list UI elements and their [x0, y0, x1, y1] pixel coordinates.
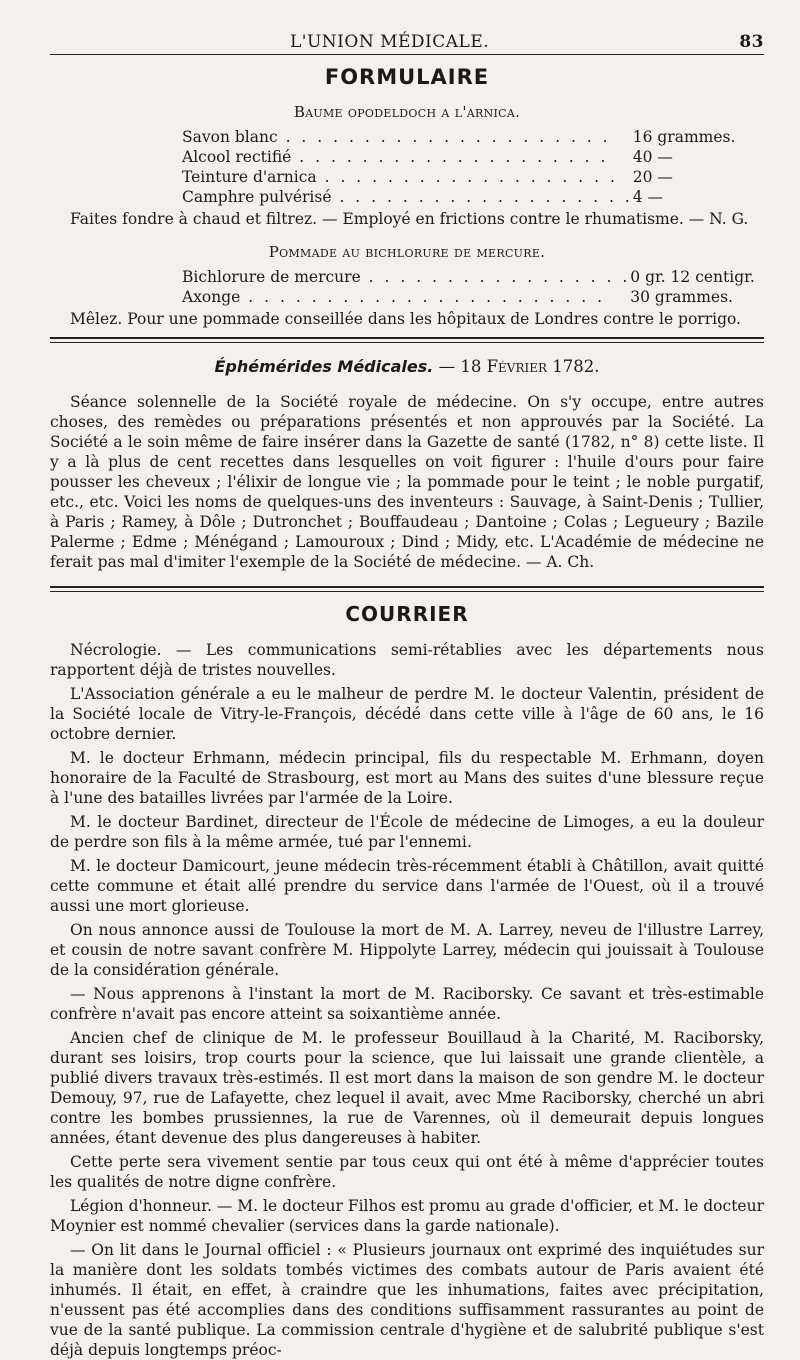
recipe-pommade-ingredients [182, 267, 755, 307]
ingredient-row: Teinture d'arnica . . . . . . . . . . . . . . . . . . . 20 — [182, 167, 735, 187]
ingredient-name: Axonge [182, 288, 241, 306]
section-divider [50, 337, 764, 343]
ingredient-name: Savon blanc [182, 128, 278, 146]
ephemerides-title [50, 357, 764, 376]
courrier-paragraph: Ancien chef de clinique de M. le professeur Bouillaud à la Charité, M. Raciborsky, durant ses loisirs, trop courts pour la science, que lui laissait une grande clientèle, a publié divers travaux très-estimés. Il est mort dans la maison de son gendre M. le docteur Demouy, 97, rue de Lafayette, chez lequel il avait, avec Mme Raciborsky, cherché un abri contre les bombes prussiennes, la rue de Varennes, où il demeurait depuis longues années, étant devenue des plus dangereuses à habiter. [50, 1029, 764, 1147]
formulaire-title: FORMULAIRE [324, 65, 490, 89]
courrier-paragraph: M. le docteur Erhmann, médecin principal, fils du respectable M. Erhmann, doyen honoraire de la Faculté de Strasbourg, est mort au Mans des suites d'une blessure reçue à l'une des batailles livrées par l'armée de la Loire. [50, 749, 764, 807]
ephemerides-body: Séance solennelle de la Société royale de médecine. On s'y occupe, entre autres choses, des remèdes ou préparations présentés et non approuvés par la Société. La Société a le soin même de faire insérer dans la Gazette de santé (1782, n° 8) cette liste. Il y a là plus de cent recettes dans lesquelles on voit figurer : l'huile d'ours pour faire pousser les cheveux ; l'élixir de longue vie ; la pommade pour le teint ; le noble purgatif, etc., etc. Voici les noms de quelques-uns des inventeurs : Sauvage, à Saint-Denis ; Tullier, à Paris ; Ramey, à Dôle ; Dutronchet ; Bouffaudeau ; Dantoine ; Colas ; Legueury ; Bazile Palerme ; Edme ; Ménégand ; Lamouroux ; Dind ; Midy, etc. L'Académie de médecine ne ferait pas mal d'imiter l'exemple de la Société de médecine. — A. Ch. [50, 393, 764, 571]
ingredient-row: Camphre pulvérisé . . . . . . . . . . . . . . . . . . . 4 — [182, 187, 735, 207]
recipe-baume [50, 103, 764, 229]
recipe-pommade-title: Pommade au bichlorure de mercure. [268, 243, 546, 261]
ingredient-qty: 40 — [632, 148, 673, 166]
courrier-paragraph: Nécrologie. — Les communications semi-rétablies avec les départements nous rapportent déjà de tristes nouvelles. [50, 641, 764, 679]
ingredient-qty: 16 grammes. [632, 128, 736, 146]
ingredient-row: Savon blanc . . . . . . . . . . . . . . . . . . . . . 16 grammes. [182, 128, 736, 146]
recipe-baume-ingredients [182, 127, 735, 207]
running-head [50, 28, 764, 54]
ephemerides-name: Éphémérides Médicales. [214, 357, 434, 376]
header-rule [50, 54, 764, 55]
ingredient-qty: 4 — [632, 188, 664, 206]
section-divider [50, 586, 764, 592]
ingredient-row: Axonge . . . . . . . . . . . . . . . . . . . . . . . 30 grammes. [182, 287, 755, 307]
courrier-paragraph: M. le docteur Bardinet, directeur de l'École de médecine de Limoges, a eu la douleur de perdre son fils à la même armée, tué par l'ennemi. [50, 813, 764, 851]
ingredient-qty: 0 gr. 12 centigr. [630, 268, 755, 286]
ephemerides-date: — 18 Février 1782. [438, 357, 600, 376]
courrier-paragraph: Cette perte sera vivement sentie par tous ceux qui ont été à même d'apprécier toutes les qualités de notre digne confrère. [50, 1153, 764, 1191]
courrier-body [50, 640, 764, 1360]
ingredient-row: Alcool rectifié . . . . . . . . . . . . . . . . . . . . 40 — [182, 147, 735, 167]
courrier-paragraph: M. le docteur Damicourt, jeune médecin très-récemment établi à Châtillon, avait quitté cette commune et était allé prendre du service dans l'armée de l'Ouest, où il a trouvé aussi une mort glorieuse. [50, 857, 764, 915]
recipe-baume-note: Faites fondre à chaud et filtrez. — Employé en frictions contre le rhumatisme. — N. G. [70, 210, 749, 228]
journal-title: L'UNION MÉDICALE. [290, 32, 490, 52]
page-number: 83 [739, 32, 764, 52]
recipe-baume-title: Baume opodeldoch a l'arnica. [293, 103, 521, 121]
ingredient-name: Camphre pulvérisé [182, 188, 332, 206]
ingredient-qty: 20 — [632, 168, 673, 186]
courrier-paragraph: Légion d'honneur. — M. le docteur Filhos est promu au grade d'officier, et M. le docteur Moynier est nommé chevalier (services dans la garde nationale). [50, 1197, 764, 1235]
courrier-paragraph: On nous annonce aussi de Toulouse la mort de M. A. Larrey, neveu de l'illustre Larrey, et cousin de notre savant confrère M. Hippolyte Larrey, médecin qui jouissait à Toulouse de la considération générale. [50, 921, 764, 979]
ingredient-row: Bichlorure de mercure . . . . . . . . . . . . . . . . . 0 gr. 12 centigr. [182, 268, 755, 286]
ingredient-qty: 30 grammes. [630, 288, 733, 306]
courrier-paragraph: — On lit dans le Journal officiel : « Plusieurs journaux ont exprimé des inquiétudes sur la manière dont les soldats tombés victimes des combats autour de Paris avaient été inhumés. Il était, en effet, à craindre que les inhumations, faites avec précipitation, n'eussent pas été accomplies dans des conditions suffisamment rassurantes au point de vue de la santé publique. La commission centrale d'hygiène et de salubrité publique s'est déjà depuis longtemps préoc- [50, 1241, 764, 1359]
ingredient-name: Bichlorure de mercure [182, 268, 361, 286]
recipe-pommade [50, 243, 764, 329]
courrier-paragraph: — Nous apprenons à l'instant la mort de M. Raciborsky. Ce savant et très-estimable confrère n'avait pas encore atteint sa soixantième année. [50, 985, 764, 1023]
ingredient-name: Teinture d'arnica [182, 168, 317, 186]
courrier-paragraph: L'Association générale a eu le malheur de perdre M. le docteur Valentin, président de la Société locale de Vitry-le-François, décédé dans cette ville à l'âge de 60 ans, le 16 octobre dernier. [50, 685, 764, 743]
ingredient-name: Alcool rectifié [182, 148, 292, 166]
courrier-title: COURRIER [345, 602, 469, 626]
recipe-pommade-note: Mêlez. Pour une pommade conseillée dans les hôpitaux de Londres contre le porrigo. [70, 310, 741, 328]
